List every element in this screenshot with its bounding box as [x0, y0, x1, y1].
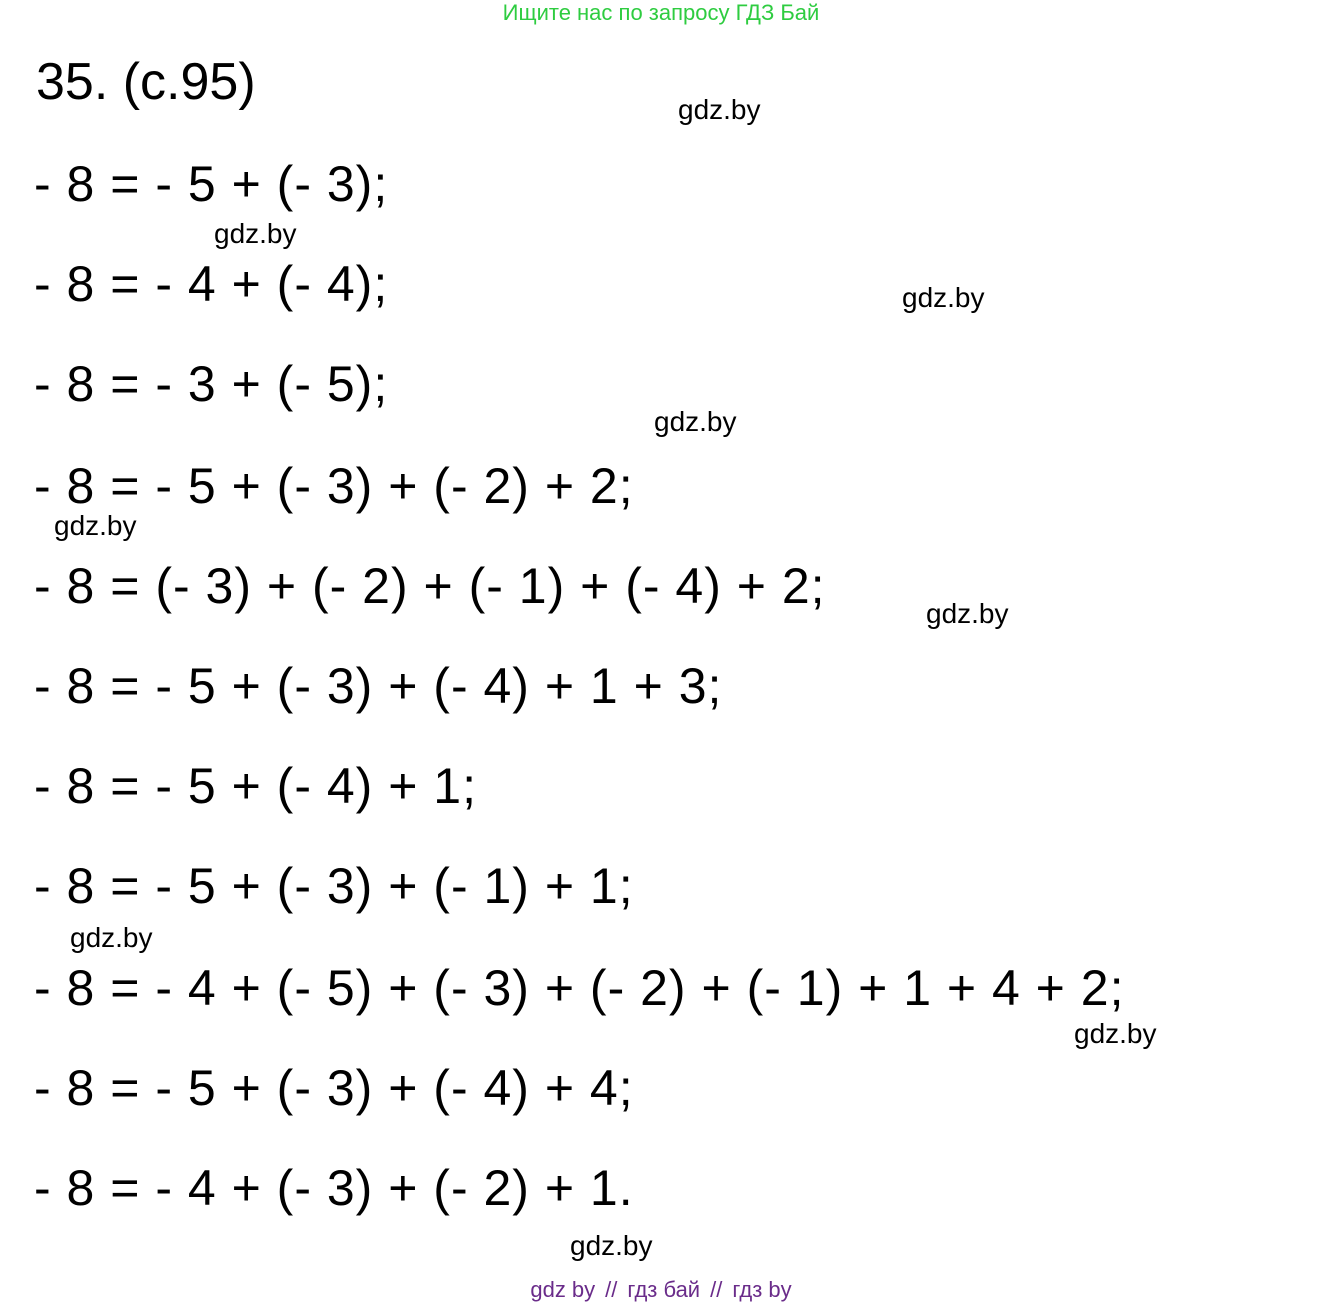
watermark: gdz.by — [1074, 1018, 1157, 1049]
watermark: gdz.by — [654, 406, 737, 437]
equation-line: - 8 = - 5 + (- 3) + (- 4) + 4; — [34, 1060, 634, 1116]
equation-line: - 8 = - 5 + (- 3) + (- 1) + 1; — [34, 858, 634, 914]
watermark: gdz.by — [54, 510, 137, 541]
footer-link[interactable]: gdz by — [530, 1277, 596, 1302]
footer-links — [0, 1276, 1322, 1304]
equation-line: - 8 = - 5 + (- 3) + (- 2) + 2; — [34, 458, 634, 514]
equation-line: - 8 = - 3 + (- 5); — [34, 356, 389, 412]
footer-link[interactable]: гдз by — [732, 1277, 792, 1302]
equation-line: - 8 = (- 3) + (- 2) + (- 1) + (- 4) + 2; — [34, 558, 826, 614]
equation-line: - 8 = - 5 + (- 3); — [34, 156, 389, 212]
exercise-heading: 35. (с.95) — [36, 53, 256, 111]
footer-separator: // — [605, 1277, 618, 1302]
watermark: gdz.by — [926, 598, 1009, 629]
footer-link[interactable]: гдз бай — [627, 1277, 701, 1302]
watermark: gdz.by — [678, 94, 761, 125]
footer-separator: // — [710, 1277, 723, 1302]
watermark: gdz.by — [570, 1230, 653, 1261]
watermark: gdz.by — [902, 282, 985, 313]
equation-line: - 8 = - 4 + (- 4); — [34, 256, 389, 312]
watermark: gdz.by — [214, 218, 297, 249]
equation-line: - 8 = - 5 + (- 4) + 1; — [34, 758, 477, 814]
equation-line: - 8 = - 4 + (- 5) + (- 3) + (- 2) + (- 1) + 1 + 4 + 2; — [34, 960, 1125, 1016]
equation-line: - 8 = - 5 + (- 3) + (- 4) + 1 + 3; — [34, 658, 723, 714]
watermark: gdz.by — [70, 922, 153, 953]
top-banner[interactable]: Ищите нас по запросу ГДЗ Бай — [502, 0, 820, 25]
equation-line: - 8 = - 4 + (- 3) + (- 2) + 1. — [34, 1160, 634, 1216]
